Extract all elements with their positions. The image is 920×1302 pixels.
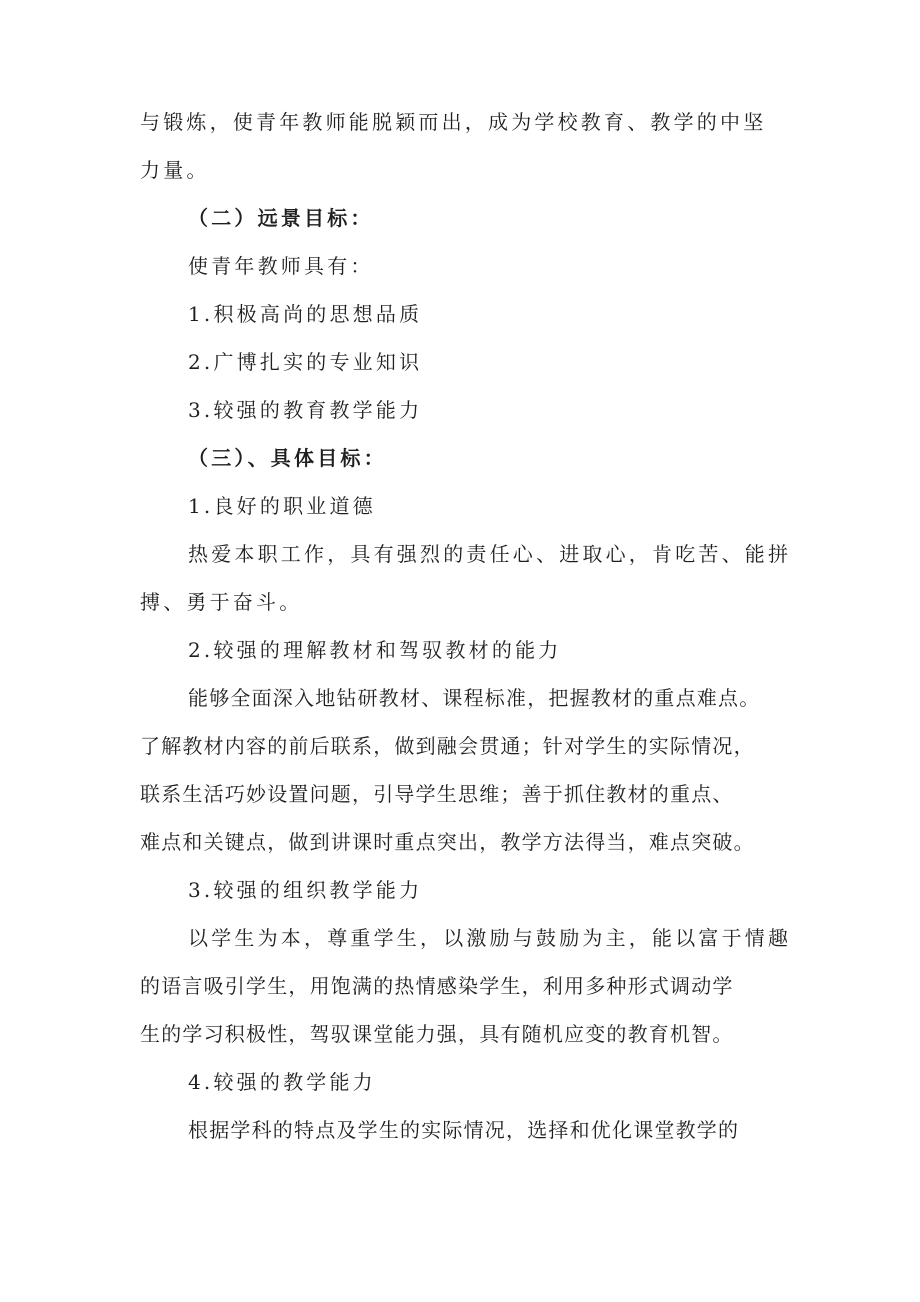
- body-text-line: 与锻炼，使青年教师能脱颖而出，成为学校教育、教学的中坚: [140, 110, 767, 134]
- body-text-line: 生的学习积极性，驾驭课堂能力强，具有随机应变的教育机智。: [140, 1022, 734, 1046]
- body-text-line: 难点和关键点，做到讲课时重点突出，教学方法得当，难点突破。: [140, 830, 755, 854]
- body-text-line: 以学生为本，尊重学生，以激励与鼓励为主，能以富于情趣: [188, 926, 792, 950]
- body-text-line: 联系生活巧妙设置问题，引导学生思维；善于抓住教材的重点、: [140, 782, 734, 806]
- body-text-line: 使青年教师具有：: [188, 254, 374, 278]
- list-item: 3.较强的教育教学能力: [188, 398, 423, 422]
- subheading: 1.良好的职业道德: [188, 494, 376, 518]
- list-item: 2.广博扎实的专业知识: [188, 350, 423, 374]
- subheading: 4.较强的教学能力: [188, 1070, 376, 1094]
- body-text-line: 根据学科的特点及学生的实际情况，选择和优化课堂教学的: [188, 1118, 740, 1142]
- body-text-line: 能够全面深入地钻研教材、课程标准，把握教材的重点难点。: [188, 686, 761, 710]
- subheading: 2.较强的理解教材和驾驭教材的能力: [188, 638, 562, 662]
- body-text-line: 了解教材内容的前后联系，做到融会贯通；针对学生的实际情况，: [140, 734, 755, 758]
- body-text-line: 力量。: [140, 158, 210, 182]
- body-text-line: 热爱本职工作，具有强烈的责任心、进取心，肯吃苦、能拼: [188, 542, 792, 566]
- list-item: 1.积极高尚的思想品质: [188, 302, 423, 326]
- section-heading: （二）远景目标：: [188, 206, 374, 230]
- body-text-line: 搏、勇于奋斗。: [140, 590, 303, 614]
- section-heading: （三）、具体目标：: [188, 446, 387, 470]
- body-text-line: 的语言吸引学生，用饱满的热情感染学生，利用多种形式调动学: [140, 974, 734, 998]
- subheading: 3.较强的组织教学能力: [188, 878, 423, 902]
